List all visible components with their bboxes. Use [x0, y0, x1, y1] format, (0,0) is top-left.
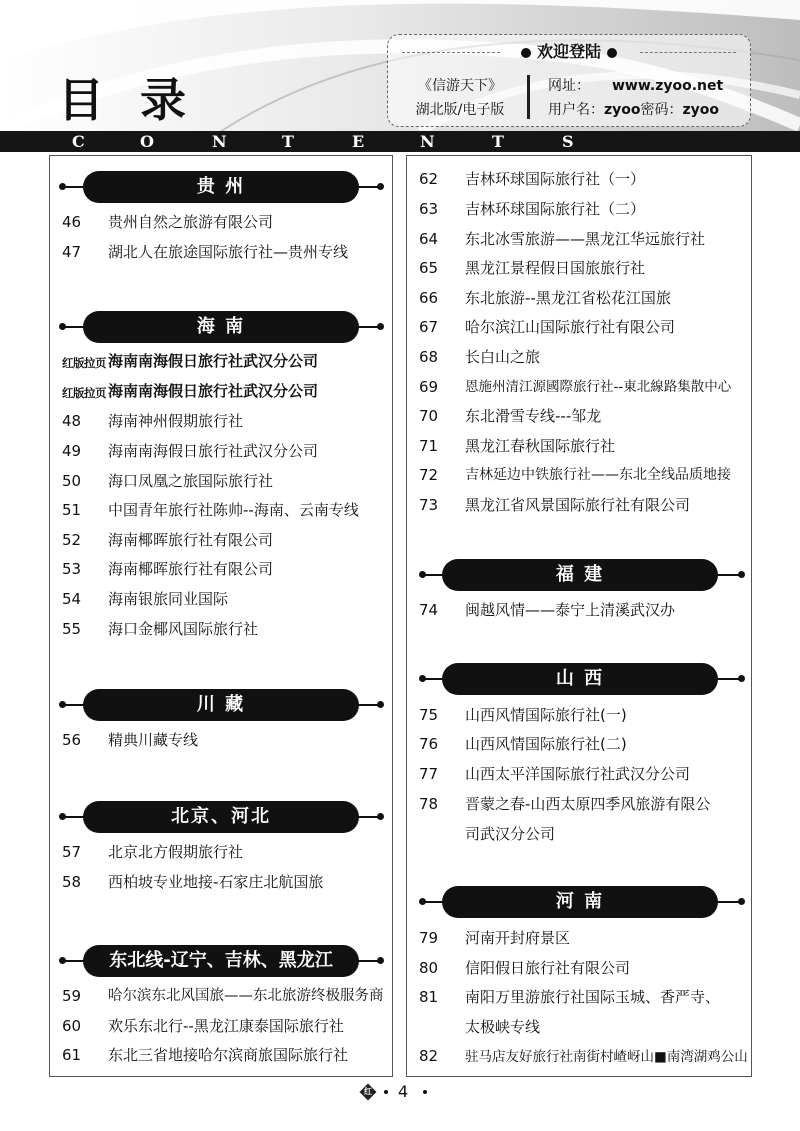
divider: [402, 52, 500, 53]
footer-badge: 红: [364, 1087, 372, 1096]
section-header-dongbei: [59, 945, 384, 977]
entry-title: 信阳假日旅行社有限公司: [465, 959, 631, 977]
page-number-footer: 4: [398, 1082, 409, 1101]
divider: [640, 52, 736, 53]
page-number: 62: [419, 170, 439, 188]
bullet-dot: [738, 898, 745, 905]
entry-title: 欢乐东北行--黑龙江康泰国际旅行社: [108, 1017, 344, 1035]
entry-title: 东北滑雪专线---邹龙: [465, 407, 602, 425]
entry-title: 哈尔滨江山国际旅行社有限公司: [465, 318, 676, 336]
entry-title: 海南银旅同业国际: [108, 590, 229, 608]
username-label: 用户名：: [548, 102, 604, 118]
page-number: 60: [62, 1017, 82, 1035]
contents-letter: S: [562, 132, 574, 151]
entry-title: 北京北方假期旅行社: [108, 843, 244, 861]
entry-title: 海口金椰风国际旅行社: [108, 620, 259, 638]
entry-title: 河南开封府景区: [465, 929, 571, 947]
entry-title-continued: 司武汉分公司: [465, 825, 556, 843]
entry-title: 东北三省地接哈尔滨商旅国际旅行社: [108, 1046, 349, 1064]
entry-title: 精典川藏专线: [108, 731, 199, 749]
entry-title: 黑龙江景程假日国旅旅行社: [465, 259, 646, 277]
magazine-name: 《信游天下》: [418, 78, 502, 94]
section-title: 北京、河北: [83, 801, 359, 833]
entry-title: 闽越风情——泰宁上清溪武汉办: [465, 601, 676, 619]
entry-title: 东北旅游--黑龙江省松花江国旅: [465, 289, 671, 307]
page-number: 79: [419, 929, 439, 947]
contents-letter: T: [282, 132, 294, 151]
contents-letter: O: [140, 132, 154, 151]
username-value: zyoo: [604, 102, 641, 118]
credentials-line: [548, 101, 719, 119]
page-footer: [0, 1080, 800, 1104]
entry-title: 吉林环球国际旅行社（一）: [465, 170, 646, 188]
page-number: 48: [62, 412, 82, 430]
entry-title: 西柏坡专业地接-石家庄北航国旅: [108, 873, 324, 891]
entry-title: 恩施州清江源國際旅行社--東北線路集散中心: [465, 379, 732, 395]
page-number: 47: [62, 243, 82, 261]
entry-title: 南阳万里游旅行社国际玉城、香严寺、: [465, 988, 721, 1006]
page-number: 59: [62, 987, 82, 1005]
page-number: 49: [62, 442, 82, 460]
entry-title: 海南椰晖旅行社有限公司: [108, 531, 274, 549]
page-number: 46: [62, 213, 82, 231]
magazine-edition: 湖北版/电子版: [415, 102, 505, 118]
entry-title: 驻马店友好旅行社南街村嵖岈山■南湾湖鸡公山: [465, 1049, 748, 1065]
bullet-dot: [423, 1090, 427, 1094]
password-value: zyoo: [682, 102, 720, 118]
password-label: 密码：: [640, 102, 683, 118]
entry-title: 黑龙江春秋国际旅行社: [465, 437, 616, 455]
page-number: 73: [419, 496, 439, 514]
bullet-dot: [377, 701, 384, 708]
page-number: 70: [419, 407, 439, 425]
section-title: 山 西: [442, 663, 718, 695]
bullet-dot: [384, 1090, 388, 1094]
bullet-dot: [738, 571, 745, 578]
section-title: 福 建: [442, 559, 718, 591]
page-number: 58: [62, 873, 82, 891]
page-number: 77: [419, 765, 439, 783]
page-number: 54: [62, 590, 82, 608]
website-link[interactable]: www.zyoo.net: [612, 78, 724, 94]
page-number: 50: [62, 472, 82, 490]
section-title: 河 南: [442, 886, 718, 918]
section-header-chuanzang: [59, 689, 384, 721]
entry-title: 海南椰晖旅行社有限公司: [108, 560, 274, 578]
insert-tag: 红版拉页: [62, 356, 106, 370]
entry-title: 海南南海假日旅行社武汉分公司: [108, 442, 319, 460]
page-title: 目 录: [58, 73, 197, 127]
page-number: 76: [419, 735, 439, 753]
contents-letter: C: [72, 132, 85, 151]
section-header-shanxi: [419, 663, 745, 695]
page-number: 68: [419, 348, 439, 366]
contents-banner: [0, 131, 800, 152]
entry-title: 长白山之旅: [465, 348, 541, 366]
website-line: [548, 77, 723, 95]
entry-title: 海南南海假日旅行社武汉分公司: [108, 352, 319, 370]
page-number: 80: [419, 959, 439, 977]
entry-title: 山西太平洋国际旅行社武汉分公司: [465, 765, 691, 783]
bullet-dot: [738, 675, 745, 682]
section-header-beijing-hebei: [59, 801, 384, 833]
bullet-dot: [521, 48, 531, 58]
insert-tag: 红版拉页: [62, 386, 106, 400]
contents-letter: T: [492, 132, 504, 151]
contents-letter: N: [420, 132, 435, 151]
entry-title-continued: 太极峡专线: [465, 1018, 541, 1036]
page-number: 52: [62, 531, 82, 549]
contents-column-left: [49, 155, 393, 1077]
page-number: 65: [419, 259, 439, 277]
page-number: 72: [419, 466, 439, 484]
section-header-henan: [419, 886, 745, 918]
page-number: 63: [419, 200, 439, 218]
section-title: 川 藏: [83, 689, 359, 721]
entry-title: 贵州自然之旅游有限公司: [108, 213, 274, 231]
page-number: 53: [62, 560, 82, 578]
section-title: 海 南: [83, 311, 359, 343]
entry-title: 海南南海假日旅行社武汉分公司: [108, 382, 319, 400]
entry-title: 山西风情国际旅行社(二): [465, 735, 627, 753]
bullet-dot: [607, 48, 617, 58]
contents-letter: N: [212, 132, 227, 151]
page-number: 74: [419, 601, 439, 619]
page-number: 67: [419, 318, 439, 336]
entry-title: 哈尔滨东北风国旅——东北旅游终极服务商: [108, 988, 384, 1004]
page-number: 75: [419, 706, 439, 724]
bullet-dot: [377, 323, 384, 330]
login-heading: [388, 42, 750, 62]
page-number: 78: [419, 795, 439, 813]
entry-title: 湖北人在旅途国际旅行社—贵州专线: [108, 243, 349, 261]
entry-title: 海口凤凰之旅国际旅行社: [108, 472, 274, 490]
login-heading-text: 欢迎登陆: [536, 42, 601, 61]
page-number: 64: [419, 230, 439, 248]
contents-letter: E: [352, 132, 365, 151]
entry-title: 山西风情国际旅行社(一): [465, 706, 627, 724]
entry-title: 中国青年旅行社陈帅--海南、云南专线: [108, 501, 359, 519]
login-info-box: [387, 34, 751, 127]
section-header-guizhou: [59, 171, 384, 203]
contents-column-right: [406, 155, 752, 1077]
entry-title: 东北冰雪旅游——黑龙江华远旅行社: [465, 230, 706, 248]
page-number: 82: [419, 1047, 439, 1065]
page-number: 66: [419, 289, 439, 307]
entry-title: 吉林环球国际旅行社（二）: [465, 200, 646, 218]
section-title: 贵 州: [83, 171, 359, 203]
bullet-dot: [377, 957, 384, 964]
page-number: 57: [62, 843, 82, 861]
separator-bar: [527, 75, 530, 119]
bullet-dot: [377, 813, 384, 820]
page-number: 81: [419, 988, 439, 1006]
section-header-fujian: [419, 559, 745, 591]
entry-title: 晋蒙之春-山西太原四季风旅游有限公: [465, 795, 711, 813]
page-number: 69: [419, 378, 439, 396]
bullet-dot: [377, 183, 384, 190]
entry-title: 吉林延边中铁旅行社——东北全线品质地接: [465, 467, 731, 483]
page-number: 55: [62, 620, 82, 638]
page-number: 71: [419, 437, 439, 455]
section-title: 东北线-辽宁、吉林、黑龙江: [83, 945, 359, 977]
page-number: 56: [62, 731, 82, 749]
entry-title: 黑龙江省风景国际旅行社有限公司: [465, 496, 691, 514]
website-label: 网址：: [548, 78, 590, 94]
entry-title: 海南神州假期旅行社: [108, 412, 244, 430]
page-number: 61: [62, 1046, 82, 1064]
section-header-hainan: [59, 311, 384, 343]
page-number: 51: [62, 501, 82, 519]
